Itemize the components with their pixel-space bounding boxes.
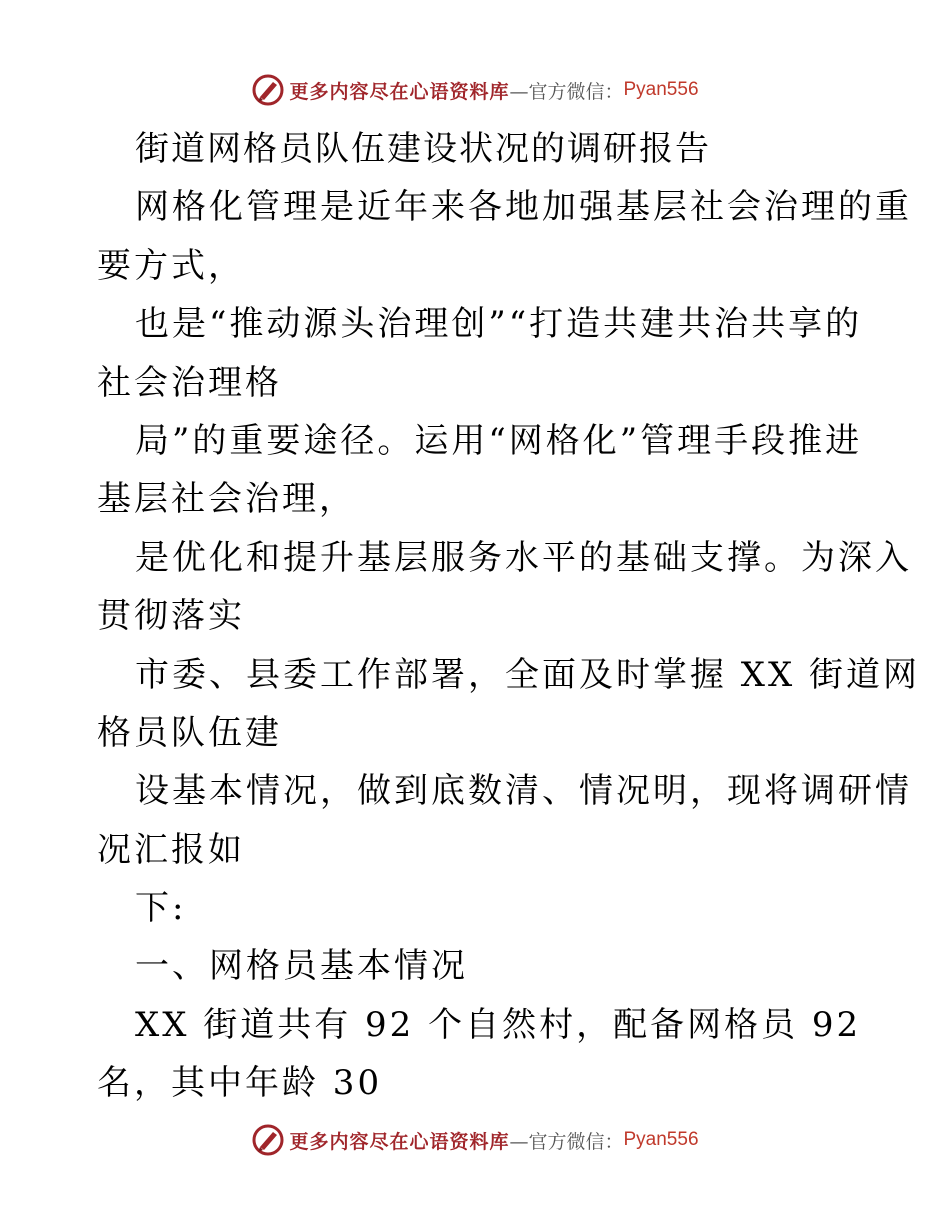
text-line: 要方式， — [97, 245, 245, 286]
text-line: 基层社会治理， — [97, 479, 356, 520]
header-watermark — [0, 70, 950, 110]
document-body — [97, 120, 921, 1113]
text-line: 贯彻落实 — [97, 596, 245, 637]
text-line: 是优化和提升基层服务水平的基础支撑。为深入 — [135, 537, 912, 578]
text-line: 社会治理格 — [97, 362, 282, 403]
watermark-wechat-id: Pyan556 — [623, 79, 699, 100]
text-line: 设基本情况，做到底数清、情况明，现将调研情 — [135, 771, 912, 812]
text-line: 况汇报如 — [97, 829, 245, 870]
footer-watermark — [0, 1120, 950, 1160]
watermark-text: 更多内容尽在心语资料库 — [289, 80, 510, 103]
pen-logo-icon — [251, 1123, 285, 1157]
text-line: 格员队伍建 — [97, 712, 282, 753]
text-line: 局”的重要途径。运用“网格化”管理手段推进 — [135, 420, 863, 461]
text-line: XX 街道共有 92 个自然村，配备网格员 92 — [135, 1004, 862, 1045]
text-line: 网格化管理是近年来各地加强基层社会治理的重 — [135, 187, 912, 228]
text-line: 一、网格员基本情况 — [135, 946, 468, 987]
watermark-separator: —官方微信： — [509, 1130, 624, 1153]
document-title: 街道网格员队伍建设状况的调研报告 — [135, 129, 711, 169]
text-line: 下: — [135, 888, 187, 929]
text-line: 名，其中年龄 30 — [97, 1063, 383, 1104]
watermark-text: 更多内容尽在心语资料库 — [289, 1130, 510, 1153]
watermark-wechat-id: Pyan556 — [623, 1129, 699, 1150]
watermark-separator: —官方微信： — [509, 80, 624, 103]
text-line: 也是“推动源头治理创”“打造共建共治共享的 — [135, 304, 863, 345]
text-line: 市委、县委工作部署，全面及时掌握 XX 街道网 — [135, 654, 921, 695]
pen-logo-icon — [251, 73, 285, 107]
